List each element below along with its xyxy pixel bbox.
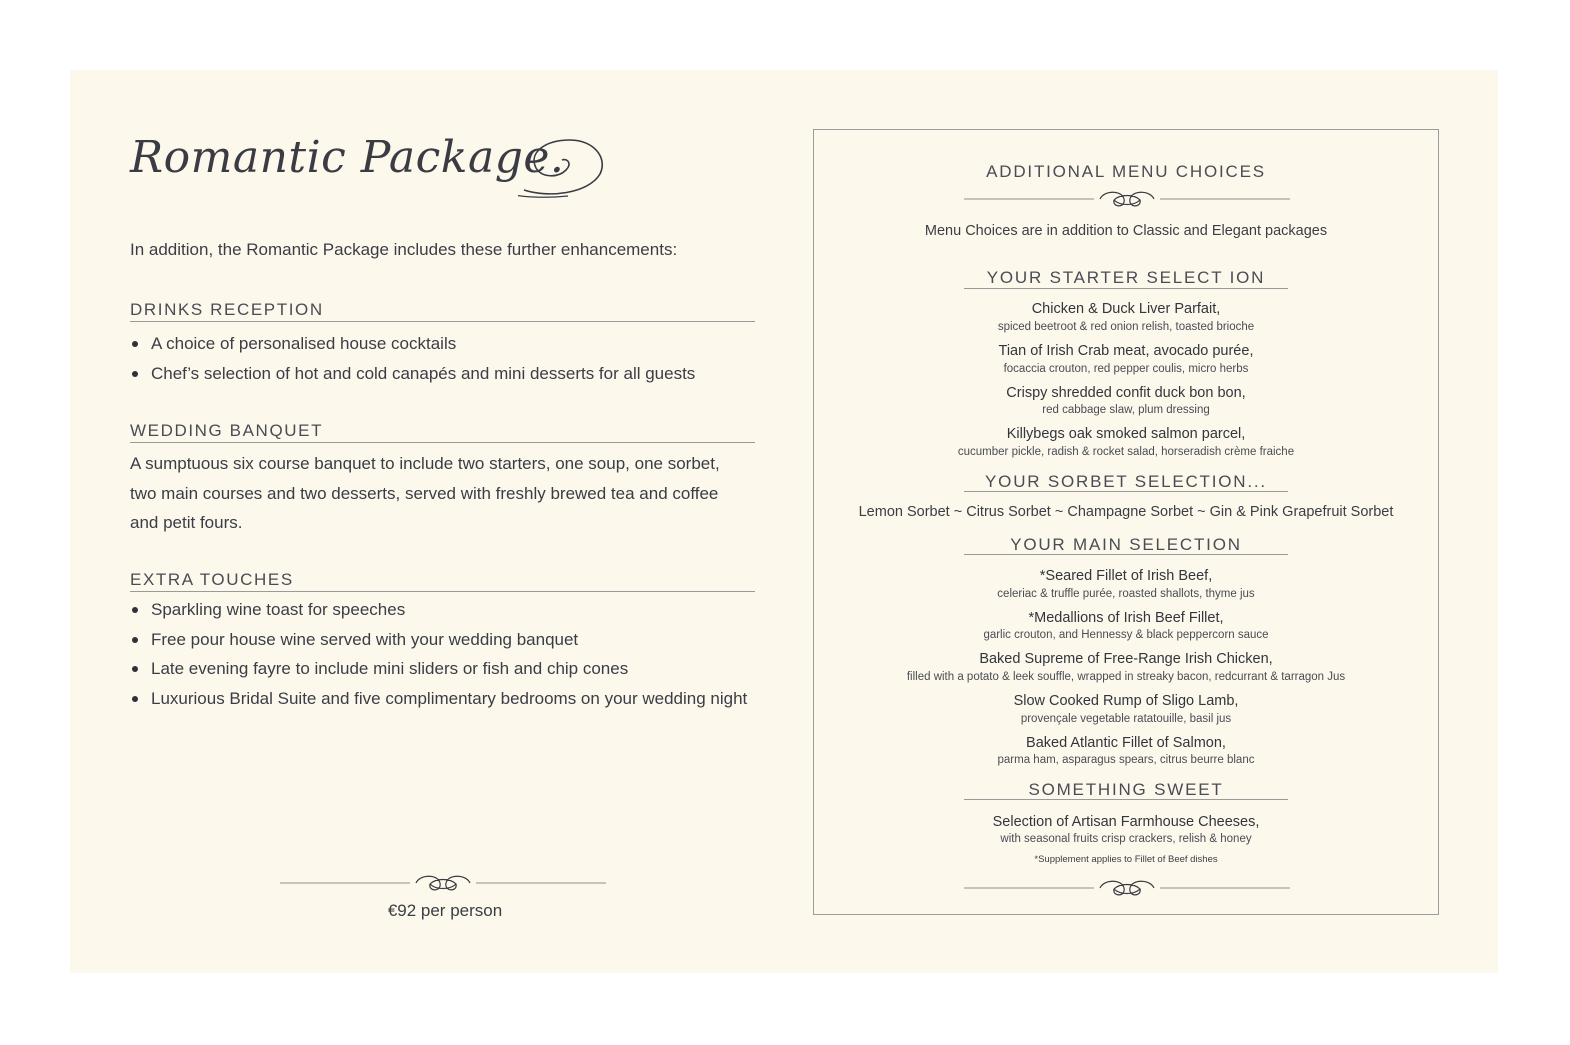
dessert-heading: SOMETHING SWEET — [1028, 780, 1224, 799]
wedding-banquet-heading: WEDDING BANQUET — [130, 421, 755, 443]
main-dish-name: *Medallions of Irish Beef Fillet, — [1028, 610, 1224, 626]
list-item: Sparkling wine toast for speeches — [130, 595, 747, 625]
menu-choices-subtitle: Menu Choices are in addition to Classic and Elegant packages — [924, 223, 1328, 239]
dessert-dish-name: Selection of Artisan Farmhouse Cheeses, — [992, 814, 1260, 830]
intro-text: In addition, the Romantic Package includes these further enhancements: — [130, 240, 678, 259]
starter-dish-name: Tian of Irish Crab meat, avocado purée, — [998, 343, 1254, 359]
price-divider-ornament-icon — [278, 870, 608, 894]
main-dish-name: Baked Atlantic Fillet of Salmon, — [1026, 735, 1226, 751]
additional-menu-heading: ADDITIONAL MENU CHOICES — [986, 162, 1266, 181]
sorbet-heading: YOUR SORBET SELECTION... — [985, 472, 1267, 491]
banquet-line: A sumptuous six course banquet to include two starters, one soup, one sorbet, — [130, 454, 720, 473]
dessert-heading-rule — [964, 799, 1288, 800]
title-block — [130, 128, 610, 214]
dessert-dish-desc: with seasonal fruits crisp crackers, relish & honey — [1000, 833, 1252, 845]
main-heading-rule — [964, 554, 1288, 555]
sorbet-heading-rule — [964, 491, 1288, 492]
starter-dish-desc: spiced beetroot & red onion relish, toasted brioche — [997, 321, 1255, 333]
extra-touches-heading: EXTRA TOUCHES — [130, 570, 755, 592]
main-dish-name: Slow Cooked Rump of Sligo Lamb, — [1013, 693, 1239, 709]
main-dish-desc: celeriac & truffle purée, roasted shallots, thyme jus — [997, 588, 1255, 600]
list-item: Chef’s selection of hot and cold canapés and mini desserts for all guests — [130, 359, 695, 389]
starter-dish-desc: focaccia crouton, red pepper coulis, micro herbs — [1003, 363, 1249, 375]
banquet-line: and petit fours. — [130, 513, 243, 532]
wedding-banquet-text — [130, 449, 730, 538]
banquet-line: two main courses and two desserts, served with freshly brewed tea and coffee — [130, 483, 719, 503]
list-item: Luxurious Bridal Suite and five complimentary bedrooms on your wedding night — [130, 684, 747, 714]
sorbet-options: Lemon Sorbet ~ Citrus Sorbet ~ Champagne Sorbet ~ Gin & Pink Grapefruit Sorbet — [858, 504, 1394, 520]
title-flourish-icon — [518, 128, 606, 208]
starter-dish-desc: cucumber pickle, radish & rocket salad, horseradish crème fraiche — [957, 446, 1295, 458]
starter-heading: YOUR STARTER SELECT ION — [986, 268, 1266, 287]
main-dish-desc: provençale vegetable ratatouille, basil jus — [1020, 713, 1232, 725]
main-dish-desc: filled with a potato & leek souffle, wrapped in streaky bacon, redcurrant & tarragon Jus — [906, 671, 1346, 683]
menu-page — [70, 70, 1498, 973]
additional-menu-panel — [813, 129, 1439, 915]
supplement-note: *Supplement applies to Fillet of Beef dishes — [1034, 854, 1218, 865]
page-title: Romantic Package. — [130, 132, 565, 183]
price-per-person: €92 per person — [387, 901, 503, 920]
panel-bottom-ornament-icon — [964, 877, 1292, 901]
drinks-reception-list — [130, 329, 695, 388]
extra-touches-list — [130, 595, 747, 713]
main-dish-desc: garlic crouton, and Hennessy & black peppercorn sauce — [983, 629, 1269, 641]
list-item: Free pour house wine served with your wedding banquet — [130, 625, 747, 655]
heading-divider-ornament-icon — [964, 188, 1292, 212]
starter-dish-name: Killybegs oak smoked salmon parcel, — [1006, 426, 1246, 442]
list-item: Late evening fayre to include mini sliders or fish and chip cones — [130, 654, 747, 684]
main-dish-name: *Seared Fillet of Irish Beef, — [1039, 568, 1213, 584]
drinks-reception-heading: DRINKS RECEPTION — [130, 300, 755, 322]
starter-heading-rule — [964, 288, 1288, 289]
list-item: A choice of personalised house cocktails — [130, 329, 695, 359]
starter-dish-name: Chicken & Duck Liver Parfait, — [1031, 301, 1221, 317]
main-dish-desc: parma ham, asparagus spears, citrus beurre blanc — [997, 754, 1255, 766]
starter-dish-name: Crispy shredded confit duck bon bon, — [1006, 385, 1246, 401]
main-heading: YOUR MAIN SELECTION — [1010, 535, 1242, 554]
main-dish-name: Baked Supreme of Free-Range Irish Chicken, — [979, 651, 1273, 667]
starter-dish-desc: red cabbage slaw, plum dressing — [1042, 404, 1210, 416]
